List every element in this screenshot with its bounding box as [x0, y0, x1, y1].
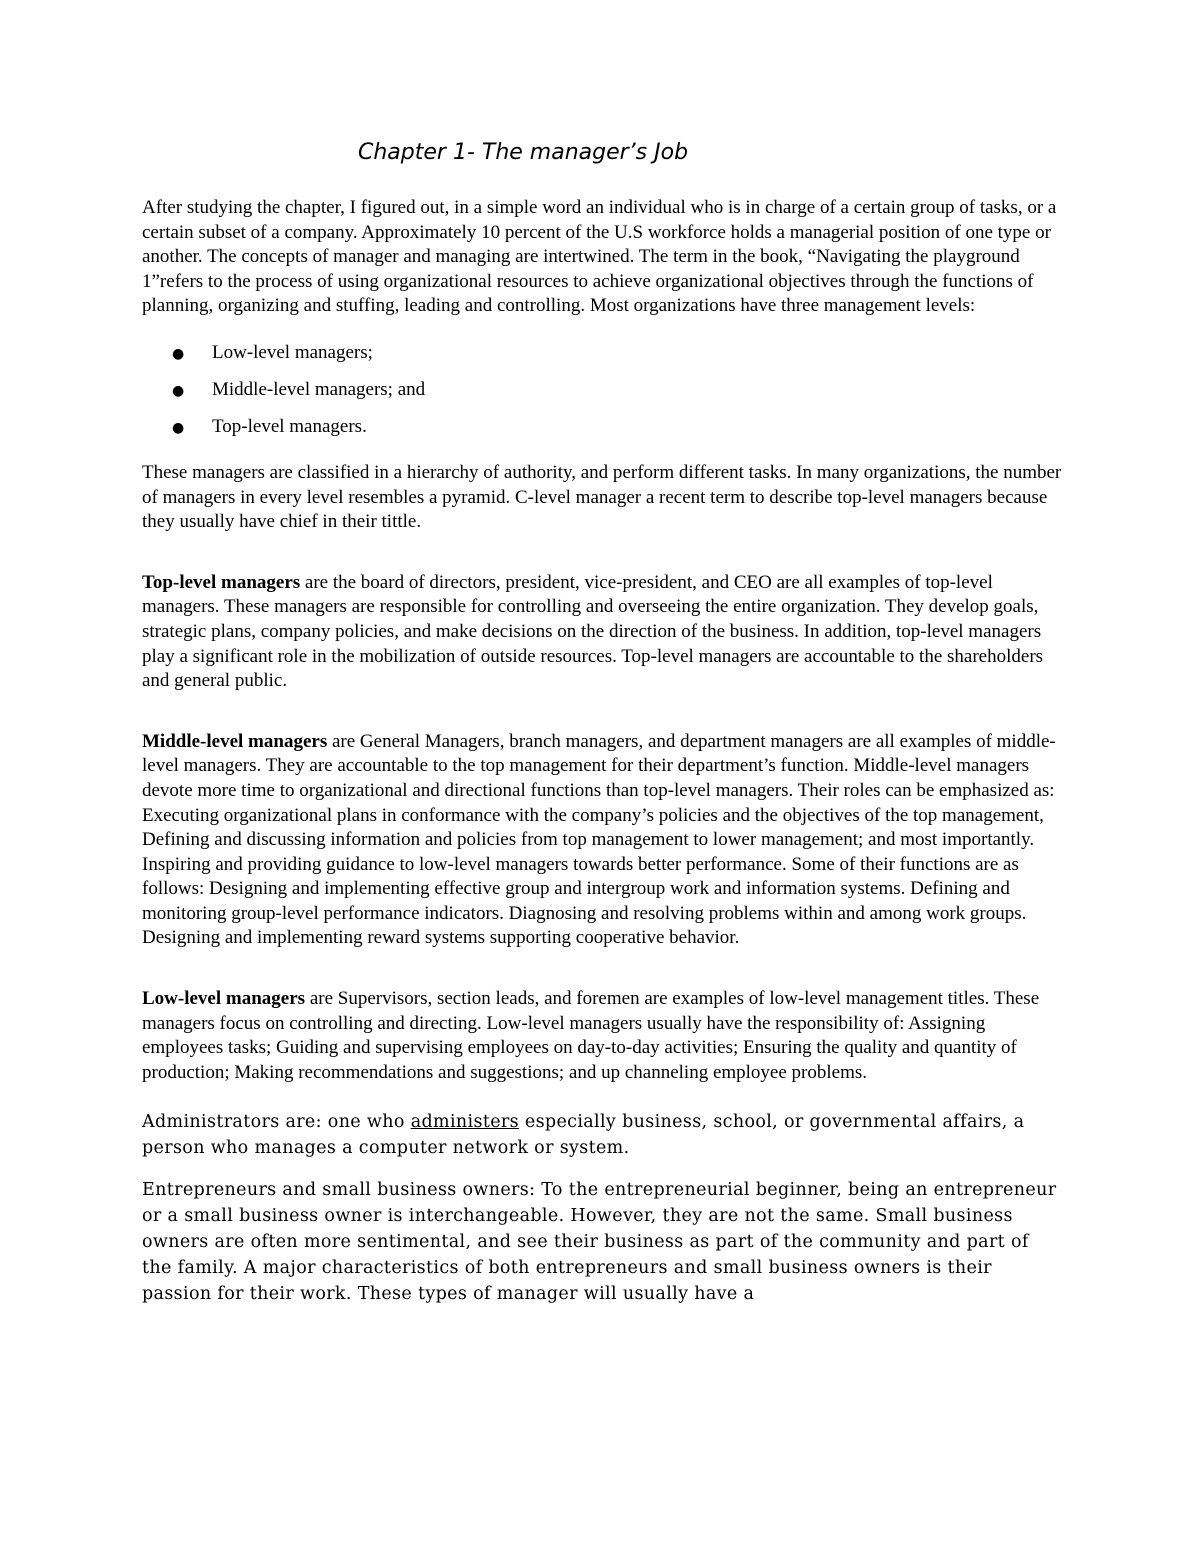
bullet-icon: ●	[172, 345, 185, 362]
low-level-term: Low-level managers	[142, 988, 306, 1010]
administrators-text-start: Administrators are: one who	[142, 1112, 411, 1133]
low-level-text: are Supervisors, section leads, and foremen are examples of low-level management titles. These managers focus on controlling and directing. Low-level managers usually have the responsibility of: Assigning employees tasks; Guiding and supervising employees on day-to-day activities; Ensuring the quality and quantity of production; Making recommendations and suggestions; and up channeling employee problems.	[142, 988, 1040, 1083]
intro-paragraph: After studying the chapter, I figured out, in a simple word an individual who is in charge of a certain group of tasks, or a certain subset of a company. Approximately 10 percent of the U.S workforce holds a managerial position of one type or another. The concepts of manager and managing are intertwined. The term in the book, “Navigating the playground 1”refers to the process of using organizational resources to achieve organizational objectives through the functions of planning, organizing and stuffing, leading and controlling. Most organizations have three management levels:	[142, 197, 1057, 317]
top-level-paragraph	[142, 571, 1062, 694]
administers-link[interactable]: administers	[410, 1112, 519, 1133]
list-item	[142, 415, 1062, 439]
bullet-icon: ●	[172, 382, 185, 399]
administrators-text-end: especially business, school, or governmental affairs, a person who manages a computer network or system.	[142, 1112, 1025, 1159]
middle-level-paragraph	[142, 730, 1062, 951]
top-level-term: Top-level managers	[142, 571, 301, 593]
list-item	[142, 378, 1062, 402]
list-item	[142, 341, 1062, 365]
administrators-paragraph	[142, 1109, 1062, 1161]
top-level-text: are the board of directors, president, vice-president, and CEO are all examples of top-level managers. These managers are responsible for controlling and overseeing the entire organization. They develop goals, strategic plans, company policies, and make decisions on the direction of the business. In addition, top-level managers play a significant role in the mobilization of outside resources. Top-level managers are accountable to the shareholders and general public.	[142, 571, 1044, 692]
entrepreneurs-paragraph: Entrepreneurs and small business owners: To the entrepreneurial beginner, being an entrepreneur or a small business owner is interchangeable. However, they are not the same. Small business owners are often more sentimental, and see their business as part of the community and part of the family. A major characteristics of both entrepreneurs and small business owners is their passion for their work. These types of manager will usually have a	[142, 1180, 1057, 1305]
list-item-text: Middle-level managers; and	[212, 378, 426, 400]
list-item-text: Low-level managers;	[212, 341, 373, 363]
low-level-paragraph	[142, 987, 1062, 1085]
management-levels-list	[142, 341, 1062, 439]
document-page	[142, 138, 1062, 1307]
bullet-icon: ●	[172, 419, 185, 436]
hierarchy-paragraph: These managers are classified in a hierarchy of authority, and perform different tasks. In many organizations, the number of managers in every level resembles a pyramid. C-level manager a recent term to describe top-level managers because they usually have chief in their tittle.	[142, 461, 1062, 533]
list-item-text: Top-level managers.	[212, 415, 367, 437]
middle-level-term: Middle-level managers	[142, 730, 328, 752]
middle-level-text: are General Managers, branch managers, and department managers are all examples of middle-level managers. They are accountable to the top management for their department’s function. Middle-level managers devote more time to organizational and directional functions than top-level managers. Their roles can be emphasized as: Executing organizational plans in conformance with the company’s policies and the objectives of the top management, Defining and discussing information and policies from top management to lower management; and most importantly. Inspiring and providing guidance to low-level managers towards better performance. Some of their functions are as follows: Designing and implementing effective group and intergroup work and information systems. Defining and monitoring group-level performance indicators. Diagnosing and resolving problems within and among work groups. Designing and implementing reward systems supporting cooperative behavior.	[142, 730, 1056, 949]
chapter-title: Chapter 1- The manager’s Job	[358, 140, 689, 165]
